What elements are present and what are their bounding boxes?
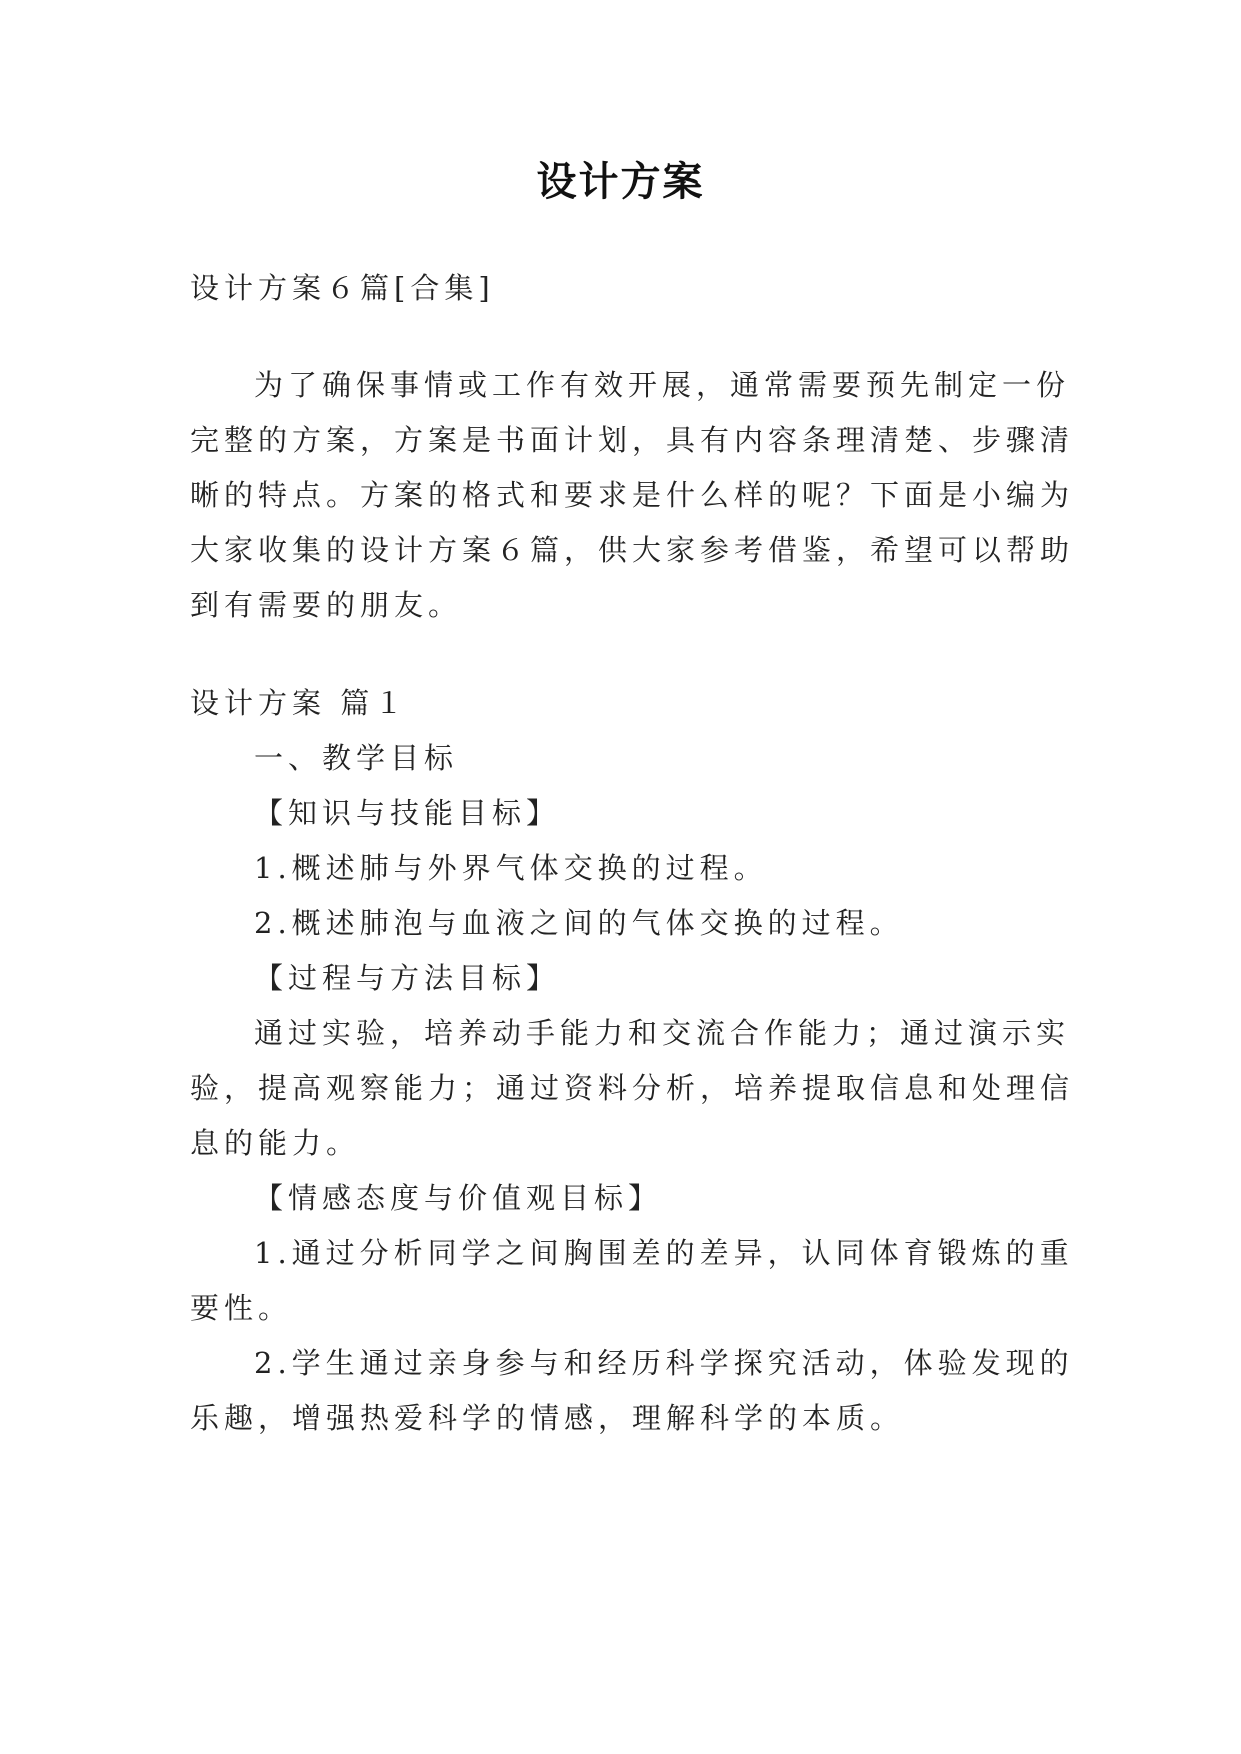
section-line: 1.通过分析同学之间胸围差的差异，认同体育锻炼的重 — [254, 1236, 1074, 1270]
section-line: 【知识与技能目标】 — [254, 796, 561, 830]
section-line: 【过程与方法目标】 — [254, 961, 561, 995]
section-line: 【情感态度与价值观目标】 — [254, 1181, 663, 1215]
intro-line: 晰的特点。方案的格式和要求是什么样的呢？下面是小编为 — [190, 478, 1075, 512]
section-line: 1.概述肺与外界气体交换的过程。 — [254, 851, 768, 885]
document-title: 设计方案 — [536, 159, 705, 205]
section-line: 2.学生通过亲身参与和经历科学探究活动，体验发现的 — [254, 1346, 1074, 1380]
intro-line: 完整的方案，方案是书面计划，具有内容条理清楚、步骤清 — [190, 423, 1075, 457]
intro-line: 为了确保事情或工作有效开展，通常需要预先制定一份 — [254, 368, 1071, 402]
intro-line: 到有需要的朋友。 — [190, 588, 463, 622]
section-line: 2.概述肺泡与血液之间的气体交换的过程。 — [254, 906, 904, 940]
intro-line: 大家收集的设计方案６篇，供大家参考借鉴，希望可以帮助 — [190, 533, 1075, 567]
section-line: 一、教学目标 — [254, 741, 459, 775]
section-line: 息的能力。 — [190, 1126, 361, 1160]
section-line: 通过实验，培养动手能力和交流合作能力；通过演示实 — [254, 1016, 1071, 1050]
section-line: 乐趣，增强热爱科学的情感，理解科学的本质。 — [190, 1401, 905, 1435]
section-heading: 设计方案 篇１ — [190, 686, 409, 720]
document-subtitle: 设计方案６篇[合集] — [190, 271, 495, 305]
section-line: 要性。 — [190, 1291, 293, 1325]
section-line: 验，提高观察能力；通过资料分析，培养提取信息和处理信 — [190, 1071, 1075, 1105]
